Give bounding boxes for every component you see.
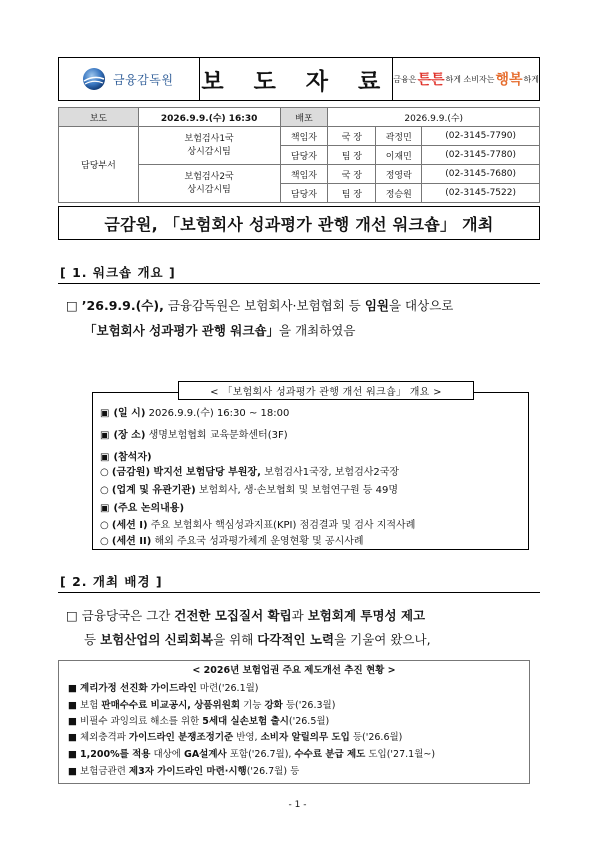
label: (참석자) (113, 452, 152, 463)
policy-box-title: < 2026년 보험업권 주요 제도개선 추진 현황 > (192, 665, 396, 676)
page-number: - 1 - (288, 800, 307, 810)
position: 팀 장 (328, 184, 376, 203)
square-bullet-icon: ▣ (100, 452, 110, 463)
text: 을 위해 (213, 632, 258, 647)
list-item (68, 699, 335, 712)
doc-type-title: 보 도 자 료 (200, 58, 393, 100)
text-bold: 「보험회사 성과평가 관행 워크숍」 (84, 323, 280, 338)
text: 보험회사, 생·손보협회 및 보험연구원 등 49명 (195, 485, 399, 496)
square-bullet-icon: ■ (68, 700, 77, 711)
dist-date: 2026.9.9.(수) (328, 108, 540, 127)
role: 책임자 (280, 127, 328, 146)
text-bold: 1,200%를 적용 (80, 749, 151, 760)
text-bold: 제3자 가이드라인 마련·시행 (128, 766, 247, 777)
text: 등 (84, 632, 101, 647)
table-row (59, 127, 540, 146)
section2-paragraph (66, 604, 425, 628)
workshop-box-title: < 「보험회사 성과평가 관행 개선 워크숍」 개요 > (178, 381, 474, 400)
workshop-attendees-label (100, 451, 152, 464)
circle-bullet-icon: ○ (100, 520, 109, 531)
text: ('26.7월) 등 (246, 766, 300, 777)
text: 보험금관련 (80, 766, 129, 777)
text-bold: 보험산업의 신뢰회복 (100, 632, 214, 647)
release-info-table (58, 107, 540, 203)
dept-cell (138, 127, 280, 165)
square-bullet-icon: ■ (68, 716, 77, 727)
workshop-place (100, 429, 288, 442)
text-bold: 보험회계 투명성 제고 (307, 608, 426, 623)
value: 2026.9.9.(수) 16:30 ~ 18:00 (148, 408, 290, 419)
text: 금융당국은 그간 (81, 608, 175, 623)
person-name: 곽정민 (376, 127, 422, 146)
text: 보험 (80, 700, 102, 711)
person-name: 정승원 (376, 184, 422, 203)
circle-bullet-icon: ○ (100, 467, 109, 478)
workshop-topics-label (100, 502, 184, 515)
text: ('26.5월) (288, 716, 330, 727)
square-bullet-icon: ■ (68, 749, 77, 760)
text-bold: 건전한 모집질서 확립 (174, 608, 292, 623)
list-item (68, 748, 435, 761)
list-item (68, 715, 329, 728)
text: 비필수 과잉의료 해소를 위한 (80, 716, 203, 727)
dist-label: 배포 (280, 108, 328, 127)
text: 해외 주요국 성과평가체계 운영현황 및 공시사례 (151, 536, 364, 547)
text: 을 대상으로 (389, 298, 454, 313)
square-bullet-icon: ▣ (100, 408, 110, 419)
dept-name: 보험검사2국 (184, 171, 234, 182)
press-header (58, 57, 540, 101)
text-bold: 박지선 보험담당 부원장, (150, 467, 261, 478)
section1-divider (58, 283, 540, 284)
label: (주요 논의내용) (113, 503, 185, 514)
square-bullet-icon: ■ (68, 732, 77, 743)
text: 포함('26.7월), (226, 749, 295, 760)
dept-name: 보험검사1국 (184, 133, 234, 144)
dept-label: 담당부서 (59, 127, 139, 203)
text-bold: 수수료 분급 제도 (294, 749, 366, 760)
text-bold: 계리가정 선진화 가이드라인 (80, 683, 197, 694)
position: 팀 장 (328, 146, 376, 165)
circle-bullet-icon: ○ (100, 536, 112, 547)
text-bold: 판매수수료 비교공시, 상품위원회 (101, 700, 241, 711)
label: (장 소) (113, 430, 146, 441)
list-item (68, 682, 259, 695)
report-datetime: 2026.9.9.(수) 16:30 (138, 108, 280, 127)
press-title: 금감원, 「보험회사 성과평가 관행 개선 워크숍」 개최 (58, 206, 540, 240)
workshop-attendees-fss (100, 466, 399, 479)
team-name: 상시감시팀 (187, 146, 231, 157)
text: 금융감독원은 보험회사·보험협회 등 (163, 298, 365, 313)
list-item (68, 765, 299, 778)
circle-bullet-icon: ○ (100, 485, 109, 496)
text-bold: 강화 (264, 700, 283, 711)
phone: (02-3145-7680) (422, 165, 540, 184)
role: 책임자 (280, 165, 328, 184)
phone: (02-3145-7780) (422, 146, 540, 165)
table-row (59, 108, 540, 127)
workshop-attendees-industry (100, 484, 398, 497)
text: 마련('26.1월) (196, 683, 259, 694)
workshop-topic-session1 (100, 519, 415, 532)
text: 과 (291, 608, 308, 623)
org-name: 금융감독원 (113, 72, 174, 87)
text: 을 개최하였음 (279, 323, 356, 338)
slogan-part2: 하게 소비자는 (445, 74, 495, 84)
square-bullet-icon: ▣ (100, 503, 110, 514)
text: 주요 보험회사 핵심성과지표(KPI) 점검결과 및 검사 지적사례 (147, 520, 416, 531)
text-bold: 임원 (364, 298, 389, 313)
square-bullet: □ (66, 608, 78, 623)
phone: (02-3145-7790) (422, 127, 540, 146)
square-bullet-icon: ■ (68, 766, 77, 777)
label: (일 시) (113, 408, 146, 419)
text: 대상에 (150, 749, 185, 760)
text-bold: 다각적인 노력 (257, 632, 335, 647)
text: 도입('27.1월~) (365, 749, 436, 760)
text: 보험검사1국장, 보험검사2국장 (260, 467, 400, 478)
text-bold: 가이드라인 분쟁조정기준 (128, 732, 234, 743)
section1-heading: [ 1. 워크숍 개요 ] (60, 265, 176, 280)
section2-heading: [ 2. 개최 배경 ] (60, 574, 163, 589)
section1-paragraph-line2 (84, 319, 355, 343)
section1-paragraph (66, 294, 453, 318)
logo-area (59, 58, 200, 100)
slogan-part1: 금융은 (393, 74, 417, 84)
label: (세션 II) (111, 536, 152, 547)
position: 국 장 (328, 127, 376, 146)
slogan-word1: 튼튼 (417, 72, 445, 88)
text-bold: 5세대 실손보험 출시 (202, 716, 289, 727)
section2-divider (58, 592, 540, 593)
workshop-topic-session2 (100, 535, 364, 548)
text-bold: GA설계사 (184, 749, 227, 760)
square-bullet: □ (66, 298, 78, 313)
section2-paragraph-line2 (84, 628, 431, 652)
text: 체외충격파 (80, 732, 129, 743)
workshop-date (100, 407, 289, 420)
square-bullet-icon: ■ (68, 683, 77, 694)
text: 반영, (233, 732, 261, 743)
text: 등('26.3월) (282, 700, 336, 711)
label: (세션 I) (111, 520, 148, 531)
role: 담당자 (280, 146, 328, 165)
phone: (02-3145-7522) (422, 184, 540, 203)
person-name: 정영락 (376, 165, 422, 184)
square-bullet-icon: ▣ (100, 430, 110, 441)
text-bold: 소비자 알릴의무 도입 (260, 732, 350, 743)
label: (금감원) (111, 467, 151, 478)
dept-cell (138, 165, 280, 203)
fss-logo-icon (81, 66, 107, 92)
label: (업계 및 유관기관) (111, 485, 196, 496)
slogan-word2: 행복 (495, 72, 523, 88)
text-bold: ’26.9.9.(수), (81, 298, 164, 313)
position: 국 장 (328, 165, 376, 184)
list-item (68, 731, 402, 744)
report-label: 보도 (59, 108, 139, 127)
team-name: 상시감시팀 (187, 184, 231, 195)
slogan-part3: 하게 (523, 74, 539, 84)
text: 기능 (240, 700, 265, 711)
text: 등('26.6월) (349, 732, 403, 743)
person-name: 이재민 (376, 146, 422, 165)
slogan (393, 58, 539, 100)
text: 을 기울여 왔으나, (334, 632, 431, 647)
value: 생명보험협회 교육문화센터(3F) (148, 430, 288, 441)
role: 담당자 (280, 184, 328, 203)
